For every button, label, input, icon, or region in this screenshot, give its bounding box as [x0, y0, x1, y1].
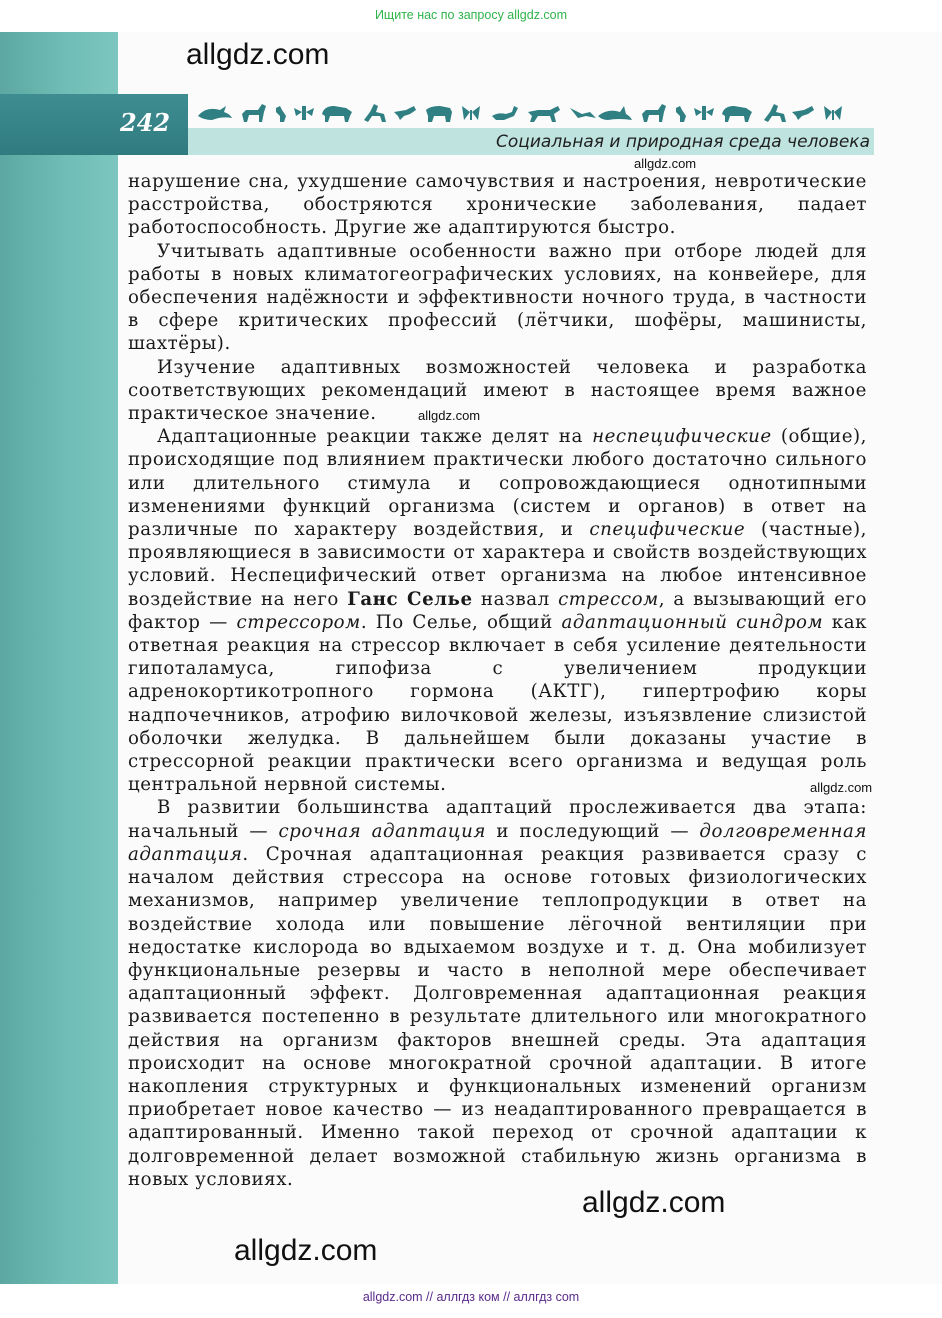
- paragraph-3: Изучение адаптивных возможностей человека и разработка соответствующих рекомендаций имеют в настоящее время важное практическое значение.: [128, 356, 867, 425]
- term-nonspecific: неспецифические: [592, 426, 772, 448]
- swallow-icon: [570, 108, 596, 118]
- butterfly-icon: [462, 106, 480, 120]
- chapter-title: Социальная и природная среда человека: [496, 132, 870, 152]
- fly-icon: [294, 106, 314, 120]
- fly-icon: [694, 106, 714, 120]
- watermark-header-small: allgdz.com: [634, 156, 697, 171]
- bottom-banner[interactable]: allgdz.com // аллгдз ком // аллгдз com: [362, 1290, 580, 1304]
- bear-icon: [426, 106, 452, 122]
- dolphin-icon: [198, 106, 232, 120]
- watermark-bottom-right: allgdz.com: [582, 1186, 726, 1219]
- bird-icon: [792, 106, 814, 120]
- paragraph-5: В развитии большинства адаптаций прослеживается два этапа: начальный — срочная адаптация и последующий — долговременная адаптация. Срочная адаптационная реакция развивается сразу с началом действия стрессора на основе готовых физиологических механизмов, например увеличение теплопродукции в ответ на воздействие холода или повышение лёгочной вентиляции при недостатке кислорода во вдыхаемом воздухе и т. д. Она мобилизует функциональные резервы и часто в неполной мере обеспечивает адаптационный эффект. Долговременная адаптационная реакция развивается постепенно в результате длительного или многократного действия на организм факторов внешней среды. Эта адаптация происходит на основе многократной срочной адаптации. В итоге накопления структурных и функциональных изменений организм приобретает новое качество — из неадаптированного превращается в адаптированный. Именно такой переход от срочной адаптации к долговременной делает возможной стабильную жизнь организма в новых условиях.: [128, 797, 867, 1190]
- page-number: 242: [120, 108, 171, 137]
- term-specific: специфические: [589, 519, 746, 541]
- watermark-bottom-left: allgdz.com: [234, 1234, 378, 1267]
- term-adaptation-syndrome: адаптационный синдром: [561, 611, 824, 633]
- paragraph-4: Адаптационные реакции также делят на неспецифические (общие), происходящие под влиянием практически любого достаточно сильного или длительного стимула и сопровождающиеся однотипными изменениями функций организма (систем и органов) в ответ на различные по характеру воздействия, и специфические (частные), проявляющиеся в зависимости от характера и свойств воздействующих условий. Неспецифический ответ организма на любое интенсивное воздействие на него Ганс Селье назвал стрессом, а вызывающий его фактор — стрессором. По Селье, общий адаптационный синдром как ответная реакция на стрессор включает в себя усиление деятельности гипоталамуса, гипофиза с увеличением продукции адренокортикотропного гормона (АКТГ), гипертрофию коры надпочечников, атрофию вилочковой железы, изъязвление слизистой оболочки желудка. В дальнейшем были доказаны участие в стрессорной реакции практически всего организма и ведущая роль центральной нервной системы.: [128, 426, 868, 796]
- watermark-mid-small: allgdz.com: [418, 408, 481, 423]
- horse-icon: [764, 104, 786, 122]
- paragraph-2: Учитывать адаптивные особенности важно при отборе людей для работы в новых климатогеографических условиях, на конвейере, для обеспечения надёжности и эффективности ночного труда, в частности в сфере критических профессий (лётчики, шофёры, машинисты, шахтёры).: [128, 240, 867, 355]
- side-color-strip: [0, 32, 118, 1284]
- scorpion-icon: [492, 106, 518, 120]
- term-stressor: стрессором: [236, 611, 361, 633]
- name-hans-selye: Ганс Селье: [347, 588, 473, 610]
- watermark-right-small: allgdz.com: [810, 780, 873, 795]
- body-text: [128, 170, 867, 1191]
- horse-icon: [528, 106, 560, 122]
- term-urgent-adaptation: срочная адаптация: [278, 820, 487, 842]
- goat-icon: [642, 104, 666, 122]
- shark-icon: [598, 106, 632, 120]
- term-long-term-adaptation: долговременная адаптация: [128, 820, 867, 865]
- animal-frieze: [196, 100, 846, 126]
- bird-icon: [276, 106, 286, 122]
- bison-icon: [322, 106, 352, 122]
- paragraph-1: нарушение сна, ухудшение самочувствия и настроения, невротические расстройства, обостряются хронические заболевания, падает работоспособность. Другие же адаптируются быстро.: [128, 171, 867, 239]
- top-banner[interactable]: Ищите нас по запросу allgdz.com: [374, 8, 568, 22]
- watermark-top: allgdz.com: [186, 38, 330, 71]
- horse-icon: [364, 104, 386, 122]
- bison-icon: [722, 106, 752, 122]
- bird-icon: [676, 106, 686, 122]
- goat-icon: [242, 104, 266, 122]
- butterfly-icon: [824, 106, 842, 120]
- term-stress: стрессом: [558, 588, 659, 610]
- bird-icon: [394, 106, 416, 120]
